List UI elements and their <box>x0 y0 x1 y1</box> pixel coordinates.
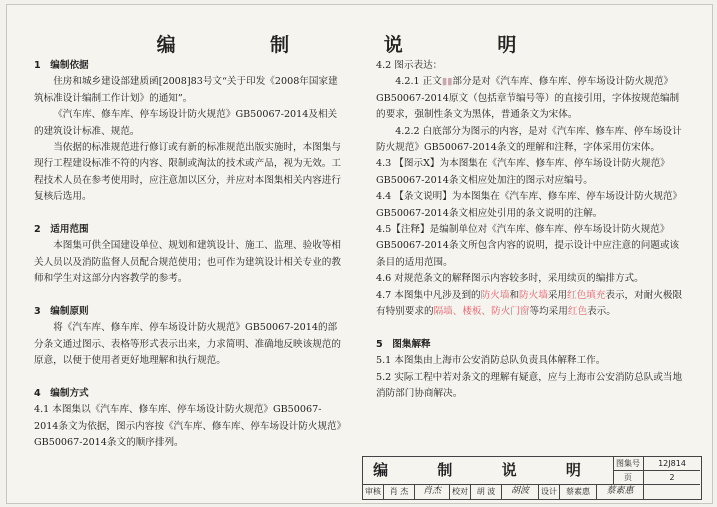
section-4-3: 4.3 【图示X】为本图集在《汽车库、修车库、停车场设计防火规范》GB50067-2014条文相应处加注的图示对应编号。 <box>376 158 670 186</box>
page-title: 编 制 说 明 <box>156 34 561 56</box>
section-4-4: 4.4 【条文说明】为本图集在《汽车库、修车库、停车场设计防火规范》GB50067-2014条文相应处引用的条文说明的注解。 <box>376 191 683 219</box>
left-column <box>34 58 344 452</box>
atlas-label: 图集号 <box>613 457 644 471</box>
spacer <box>34 370 344 386</box>
paragraph: 4.1 本图集以《汽车库、修车库、停车场设计防火规范》GB50067-2014条文为依据，图示内容按《汽车库、修车库、停车场设计防火规范》GB50067-2014条文的顺序排列。 <box>34 404 342 449</box>
section-heading: 3 编制原则 <box>34 306 89 318</box>
right-column <box>376 58 684 403</box>
section-4-2: 4.2 图示表达： <box>376 60 443 71</box>
paragraph: 住房和城乡建设部建质函[2008]83号文“关于印发《2008年国家建筑标准设计编制工作计划》的通知”。 <box>34 76 338 104</box>
page-number: 2 <box>644 471 700 485</box>
section-5-1: 5.1 本图集由上海市公安消防总队负责具体解释工作。 <box>376 355 606 367</box>
designer-signature: 蔡素惠 <box>597 484 644 499</box>
proof-label: 校对 <box>450 484 471 499</box>
section-4-5: 4.5【注释】是编制单位对《汽车库、修车库、停车场设计防火规范》GB50067-2014条文所包含内容的说明，提示设计中应注意的问题或该条目的适用范围。 <box>376 224 680 268</box>
shaded-area-icon: ▮▮ <box>441 76 453 88</box>
title-block <box>362 456 702 500</box>
spacer <box>34 288 344 304</box>
blank-cell <box>644 484 700 499</box>
signature-row <box>363 484 701 499</box>
design-label: 设计 <box>539 484 560 499</box>
section-4-6: 4.6 对规范条文的解释图示内容较多时，采用续页的编排方式。 <box>376 273 644 285</box>
title-block-title: 编 制 说 明 <box>363 457 614 485</box>
paragraph: 将《汽车库、修车库、停车场设计防火规范》GB50067-2014的部分条文通过图示、表格等形式表示出来，力求简明、准确地反映该规范的原意，以便于使用者更好地理解和执行规范。 <box>34 322 341 367</box>
proofreader-signature: 胡波 <box>502 484 539 499</box>
spacer <box>34 206 344 222</box>
section-5-2: 5.2 实际工程中若对条文的理解有疑意，应与上海市公安消防总队或当地消防部门协商解决。 <box>376 371 683 400</box>
paragraph: 本图集可供全国建设单位、规划和建筑设计、施工、监理、验收等相关人员以及消防监督人员配合规范使用；也可作为建筑设计相关专业的教师和学生对这部分内容教学的参考。 <box>34 240 341 285</box>
section-heading: 1 编制依据 <box>34 60 89 71</box>
section-4-2-2: 4.2.2 白底部分为图示的内容，是对《汽车库、修车库、停车场设计防火规范》GB50067-2014条文的理解和注释，字体采用仿宋体。 <box>376 125 682 154</box>
review-label: 审核 <box>363 484 384 499</box>
page-label: 页 <box>613 471 644 485</box>
section-4-7: 4.7 本图集中凡涉及到的防火墙和防火墙采用红色填充表示，对耐火极限有特别要求的隔墙、楼板、防火门窗等均采用红色表示。 <box>376 289 683 318</box>
atlas-number: 12J814 <box>644 457 700 471</box>
proofreader-name: 胡 波 <box>471 484 502 499</box>
paragraph: 当依据的标准规范进行修订或有新的标准规范出版实施时，本图集与现行工程建设标准不符的内容、限制或淘汰的技术或产品，视为无效。工程技术人员在参考使用时，应注意加以区分，并应对本图集相关内容进行复核后选用。 <box>34 142 341 203</box>
section-heading: 4 编制方式 <box>34 388 89 400</box>
reviewer-signature: 肖杰 <box>415 484 450 499</box>
reviewer-name: 肖 杰 <box>384 484 415 499</box>
paragraph: 《汽车库、修车库、停车场设计防火规范》GB50067-2014及相关的建筑设计标准、规范。 <box>34 109 338 137</box>
section-heading: 2 适用范围 <box>34 224 89 236</box>
heading-5: 5 图集解释 <box>376 338 431 350</box>
designer-name: 蔡素惠 <box>560 484 597 499</box>
section-4-2-1: 4.2.1 正文▮▮部分是对《汽车库、修车库、停车场设计防火规范》GB50067-2014原文（包括章节编号等）的直接引用，字体按规范编制的要求，强制性条文为黑体，普通条文为宋体。 <box>376 76 680 121</box>
